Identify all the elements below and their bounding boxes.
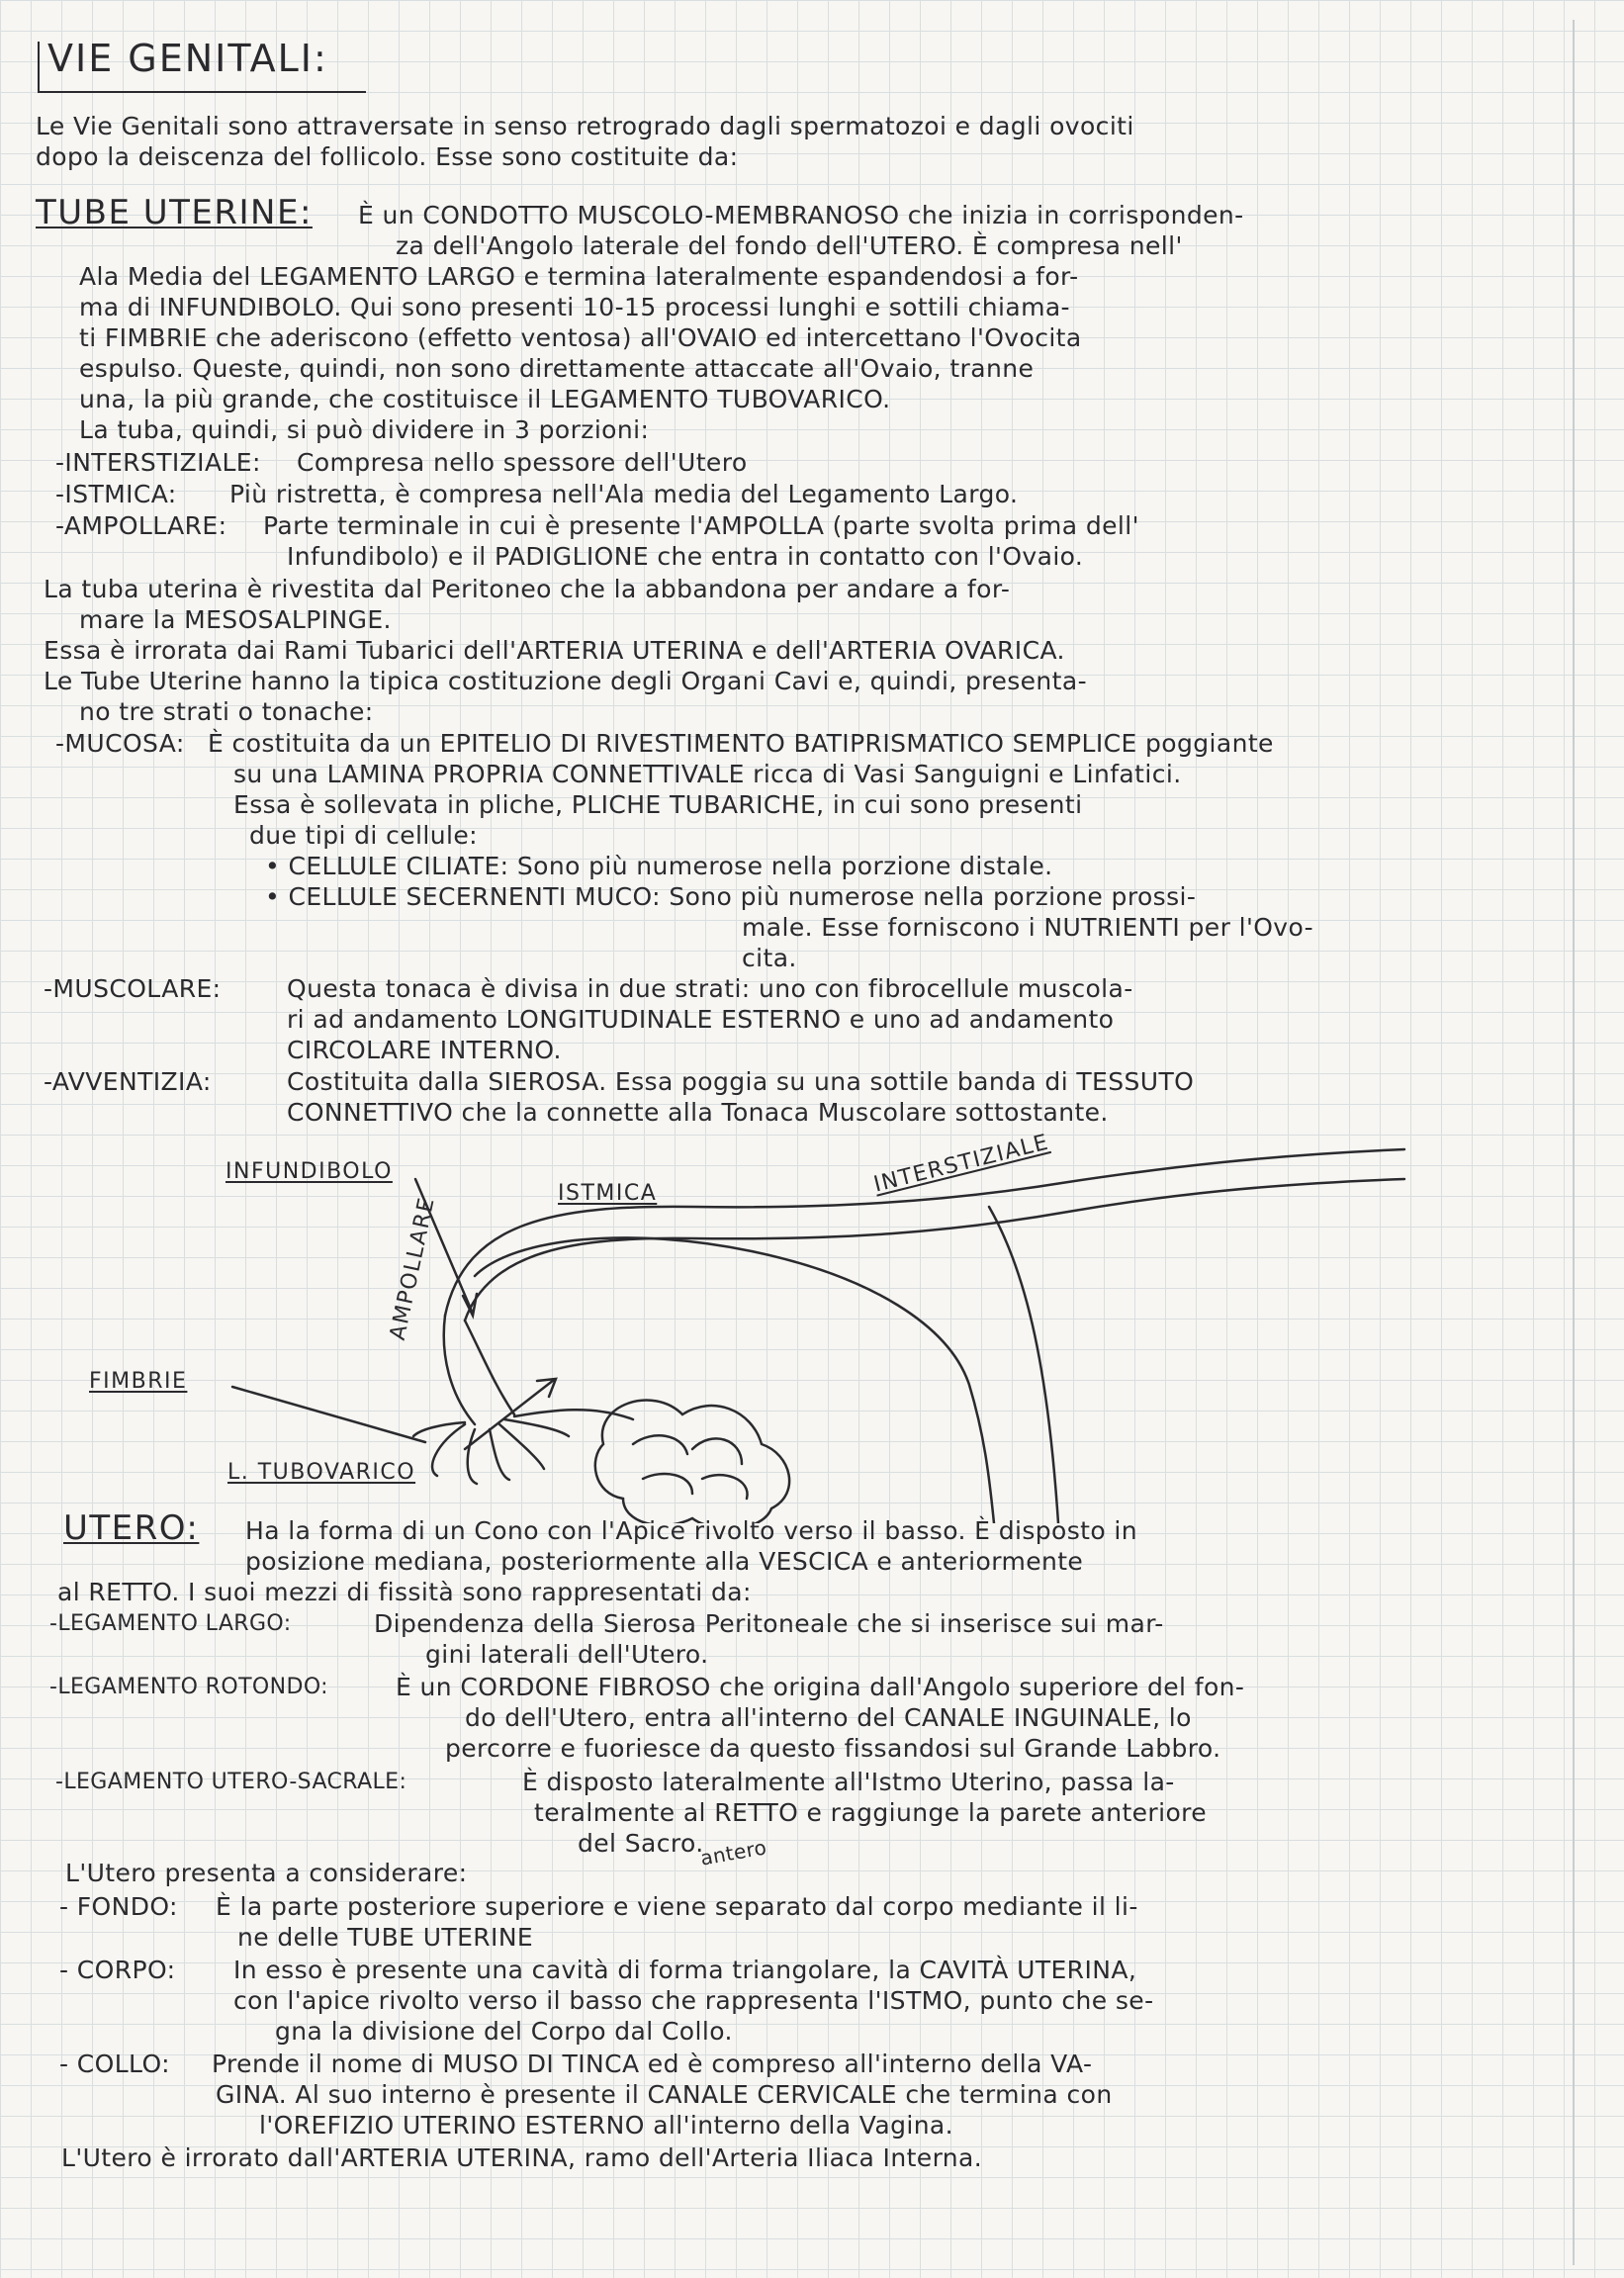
cells-line-4: cita. bbox=[742, 944, 797, 972]
uterus-outer bbox=[989, 1207, 1058, 1523]
ligament-text-7: teralmente al RETTO e raggiunge la parete anteriore bbox=[534, 1798, 1208, 1827]
muscolare-line-1: Questa tonaca è divisa in due strati: uno con fibrocellule muscola- bbox=[287, 974, 1133, 1003]
tube-line-7: una, la più grande, che costituisce il LEGAMENTO TUBOVARICO. bbox=[79, 385, 891, 413]
muscolare-line-3: CIRCOLARE INTERNO. bbox=[287, 1036, 562, 1064]
tube-after-4: Le Tube Uterine hanno la tipica costituzione degli Organi Cavi e, quindi, presenta- bbox=[44, 667, 1088, 695]
mucosa-label: -MUCOSA: bbox=[55, 729, 185, 758]
tube-line-6: espulso. Queste, quindi, non sono direttamente attaccate all'Ovaio, tranne bbox=[79, 354, 1035, 383]
utero-part-text-5: gna la divisione del Corpo dal Collo. bbox=[275, 2017, 733, 2046]
ligament-text-8: del Sacro. bbox=[578, 1829, 704, 1858]
label-fimbrie: FIMBRIE bbox=[89, 1369, 188, 1394]
intro-line-2: dopo la deiscenza del follicolo. Esse sono costituite da: bbox=[36, 142, 739, 171]
ligament-text-2: gini laterali dell'Utero. bbox=[425, 1640, 709, 1669]
avventizia-label: -AVVENTIZIA: bbox=[44, 1067, 212, 1096]
section-heading-tube: TUBE UTERINE: bbox=[36, 193, 313, 232]
tube-line-1: È un CONDOTTO MUSCOLO-MEMBRANOSO che inizia in corrisponden- bbox=[358, 201, 1244, 229]
mucosa-line-1: È costituita da un EPITELIO DI RIVESTIMENTO BATIPRISMATICO SEMPLICE poggiante bbox=[208, 729, 1274, 758]
tube-line-5: ti FIMBRIE che aderiscono (effetto ventosa) all'OVAIO ed intercettano l'Ovocita bbox=[79, 323, 1082, 352]
utero-part-text-1: È la parte posteriore superiore e viene separato dal corpo mediante il li- bbox=[216, 1892, 1138, 1921]
utero-line-1: Ha la forma di un Cono con l'Apice rivolto verso il basso. È disposto in bbox=[245, 1516, 1137, 1545]
utero-line-3: al RETTO. I suoi mezzi di fissità sono rappresentati da: bbox=[57, 1578, 752, 1606]
tube-part-text-4: Infundibolo) e il PADIGLIONE che entra in contatto con l'Ovaio. bbox=[287, 542, 1084, 571]
page-title: VIE GENITALI: bbox=[47, 37, 328, 80]
cells-line-1: • CELLULE CILIATE: Sono più numerose nella porzione distale. bbox=[265, 852, 1053, 880]
ligament-text-3: È un CORDONE FIBROSO che origina dall'Angolo superiore del fon- bbox=[396, 1673, 1245, 1701]
ligament-text-4: do dell'Utero, entra all'interno del CANALE INGUINALE, lo bbox=[465, 1703, 1192, 1732]
tube-after-5: no tre strati o tonache: bbox=[79, 697, 374, 726]
label-ampollare: AMPOLLARE bbox=[385, 1194, 440, 1343]
utero-line-2: posizione mediana, posteriormente alla VESCICA e anteriormente bbox=[245, 1547, 1084, 1576]
tube-after-2: mare la MESOSALPINGE. bbox=[79, 605, 392, 634]
utero-part-text-4: con l'apice rivolto verso il basso che rappresenta l'ISTMO, punto che se- bbox=[233, 1986, 1154, 2015]
cells-line-3: male. Esse forniscono i NUTRIENTI per l'Ovo- bbox=[742, 913, 1314, 942]
tube-part-text-1: Compresa nello spessore dell'Utero bbox=[297, 448, 748, 477]
tube-part-label-3: -AMPOLLARE: bbox=[55, 511, 227, 540]
utero-part-text-2: ne delle TUBE UTERINE bbox=[237, 1923, 534, 1952]
mucosa-line-2: su una LAMINA PROPRIA CONNETTIVALE ricca di Vasi Sanguigni e Linfatici. bbox=[233, 760, 1182, 788]
label-tubovarico: L. TUBOVARICO bbox=[227, 1460, 416, 1485]
ligament-label-3: -LEGAMENTO ROTONDO: bbox=[49, 1675, 328, 1699]
utero-anterior-note: antero bbox=[698, 1835, 768, 1870]
intro-line-1: Le Vie Genitali sono attraversate in senso retrogrado dagli spermatozoi e dagli ovociti bbox=[36, 112, 1134, 140]
pointer-tubovarico bbox=[465, 1380, 554, 1449]
tube-part-label-2: -ISTMICA: bbox=[55, 480, 177, 508]
avventizia-line-2: CONNETTIVO che la connette alla Tonaca Muscolare sottostante. bbox=[287, 1098, 1109, 1127]
tube-line-3: Ala Media del LEGAMENTO LARGO e termina lateralmente espandendosi a for- bbox=[79, 262, 1079, 291]
tube-after-3: Essa è irrorata dai Rami Tubarici dell'ARTERIA UTERINA e dell'ARTERIA OVARICA. bbox=[44, 636, 1065, 665]
ovary bbox=[595, 1401, 789, 1523]
utero-part-label-1: - FONDO: bbox=[59, 1892, 178, 1921]
utero-consider: L'Utero presenta a considerare: bbox=[65, 1859, 468, 1887]
muscolare-line-2: ri ad andamento LONGITUDINALE ESTERNO e uno ad andamento bbox=[287, 1005, 1115, 1034]
utero-last-line: L'Utero è irrorato dall'ARTERIA UTERINA, ramo dell'Arteria Iliaca Interna. bbox=[61, 2143, 983, 2172]
utero-part-text-3: In esso è presente una cavità di forma triangolare, la CAVITÀ UTERINA, bbox=[233, 1956, 1137, 1984]
infundibulum-shape bbox=[444, 1316, 514, 1424]
tube-part-text-3: Parte terminale in cui è presente l'AMPOLLA (parte svolta prima dell' bbox=[263, 511, 1139, 540]
tube-after-1: La tuba uterina è rivestita dal Peritoneo che la abbandona per andare a for- bbox=[44, 575, 1011, 603]
utero-part-label-6: - COLLO: bbox=[59, 2050, 170, 2078]
ligament-text-6: È disposto lateralmente all'Istmo Uterino, passa la- bbox=[522, 1768, 1175, 1796]
ligament-label-6: -LEGAMENTO UTERO-SACRALE: bbox=[55, 1770, 407, 1794]
ligament-label-1: -LEGAMENTO LARGO: bbox=[49, 1611, 292, 1636]
avventizia-line-1: Costituita dalla SIEROSA. Essa poggia su una sottile banda di TESSUTO bbox=[287, 1067, 1195, 1096]
pointer-fimbrie bbox=[232, 1387, 425, 1442]
tube-part-label-1: -INTERSTIZIALE: bbox=[55, 448, 261, 477]
section-heading-utero: UTERO: bbox=[63, 1508, 200, 1548]
muscolare-label: -MUSCOLARE: bbox=[44, 974, 222, 1003]
tube-line-8: La tuba, quindi, si può dividere in 3 porzioni: bbox=[79, 415, 650, 444]
label-interstiziale: INTERSTIZIALE bbox=[870, 1130, 1052, 1198]
ligament-text-1: Dipendenza della Sierosa Peritoneale che si inserisce sui mar- bbox=[374, 1609, 1164, 1638]
mucosa-line-4: due tipi di cellule: bbox=[249, 821, 478, 850]
label-infundibolo: INFUNDIBOLO bbox=[226, 1159, 393, 1184]
cells-line-2: • CELLULE SECERNENTI MUCO: Sono più numerose nella porzione prossi- bbox=[265, 882, 1197, 911]
label-istmica: ISTMICA bbox=[558, 1181, 658, 1206]
mucosa-line-3: Essa è sollevata in pliche, PLICHE TUBARICHE, in cui sono presenti bbox=[233, 790, 1083, 819]
tube-line-4: ma di INFUNDIBOLO. Qui sono presenti 10-15 processi lunghi e sottili chiama- bbox=[79, 293, 1070, 321]
utero-part-text-6: Prende il nome di MUSO DI TINCA ed è compreso all'interno della VA- bbox=[212, 2050, 1093, 2078]
tube-part-text-2: Più ristretta, è compresa nell'Ala media del Legamento Largo. bbox=[229, 480, 1019, 508]
utero-part-label-3: - CORPO: bbox=[59, 1956, 176, 1984]
ligament-text-5: percorre e fuoriesce da questo fissandosi sul Grande Labbro. bbox=[445, 1734, 1221, 1763]
utero-part-text-7: GINA. Al suo interno è presente il CANALE CERVICALE che termina con bbox=[216, 2080, 1113, 2109]
tube-line-2: za dell'Angolo laterale del fondo dell'UTERO. È compresa nell' bbox=[396, 231, 1183, 260]
utero-part-text-8: l'OREFIZIO UTERINO ESTERNO all'interno della Vagina. bbox=[259, 2111, 954, 2140]
